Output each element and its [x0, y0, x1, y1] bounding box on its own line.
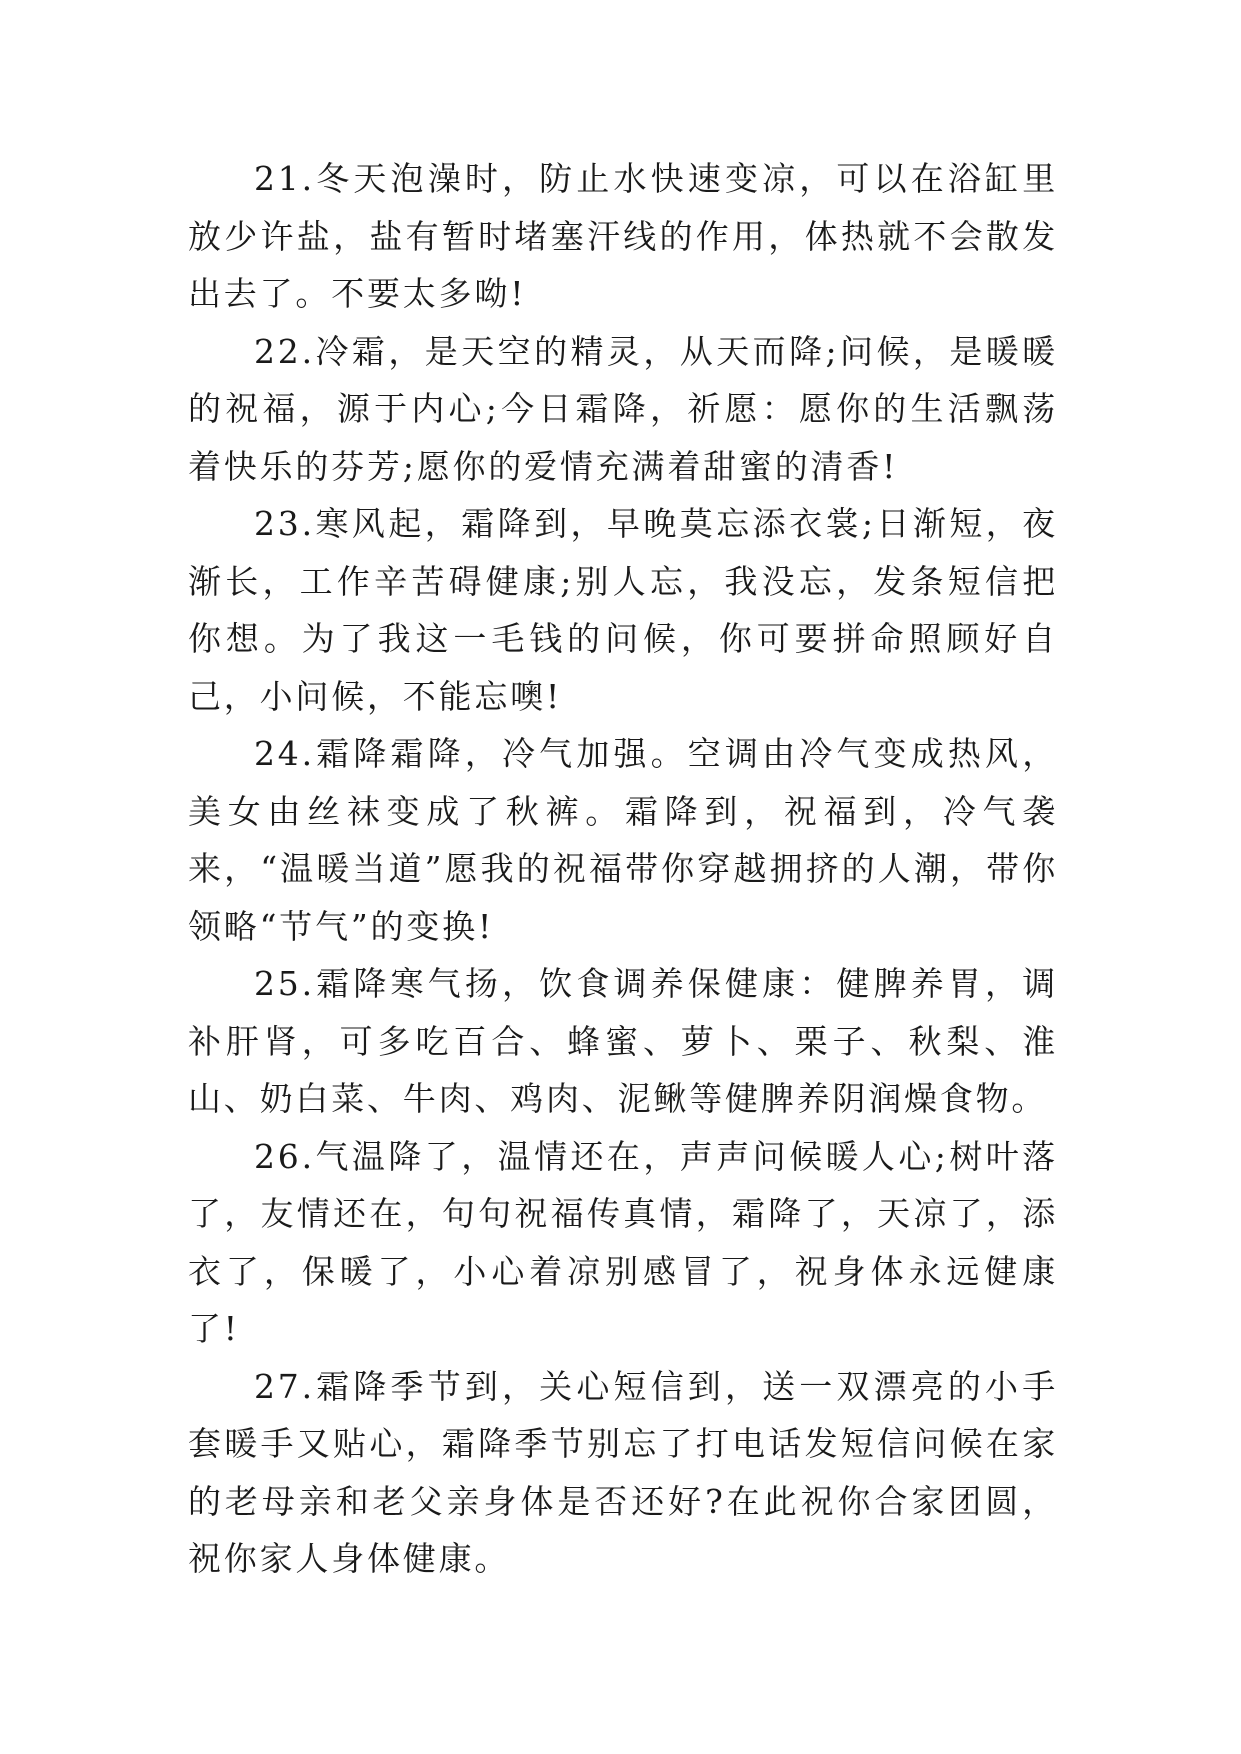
paragraph-27: 27.霜降季节到，关心短信到，送一双漂亮的小手套暖手又贴心，霜降季节别忘了打电话发短信问候在家的老母亲和老父亲身体是否还好?在此祝你合家团圆，祝你家人身体健康。: [188, 1366, 1058, 1578]
paragraph-22: 22.冷霜，是天空的精灵，从天而降;问候，是暖暖的祝福，源于内心;今日霜降，祈愿：愿你的生活飘荡着快乐的芬芳;愿你的爱情充满着甜蜜的清香!: [188, 331, 1058, 486]
paragraph-25: 25.霜降寒气扬，饮食调养保健康：健脾养胃，调补肝肾，可多吃百合、蜂蜜、萝卜、栗子、秋梨、淮山、奶白菜、牛肉、鸡肉、泥鳅等健脾养阴润燥食物。: [188, 964, 1058, 1118]
paragraph-26: 26.气温降了，温情还在，声声问候暖人心;树叶落了，友情还在，句句祝福传真情，霜降了，天凉了，添衣了，保暖了，小心着凉别感冒了，祝身体永远健康了!: [188, 1136, 1058, 1348]
paragraph-21: 21.冬天泡澡时，防止水快速变凉，可以在浴缸里放少许盐，盐有暂时堵塞汗线的作用，体热就不会散发出去了。不要太多呦!: [188, 159, 1058, 313]
paragraph-23: 23.寒风起，霜降到，早晚莫忘添衣裳;日渐短，夜渐长，工作辛苦碍健康;别人忘，我没忘，发条短信把你想。为了我这一毛钱的问候，你可要拼命照顾好自己，小问候，不能忘噢!: [188, 504, 1058, 716]
document-body: [188, 150, 1058, 1588]
paragraph-24: 24.霜降霜降，冷气加强。空调由冷气变成热风，美女由丝袜变成了秋裤。霜降到，祝福到，冷气袭来，“温暖当道”愿我的祝福带你穿越拥挤的人潮，带你领略“节气”的变换!: [188, 734, 1058, 946]
